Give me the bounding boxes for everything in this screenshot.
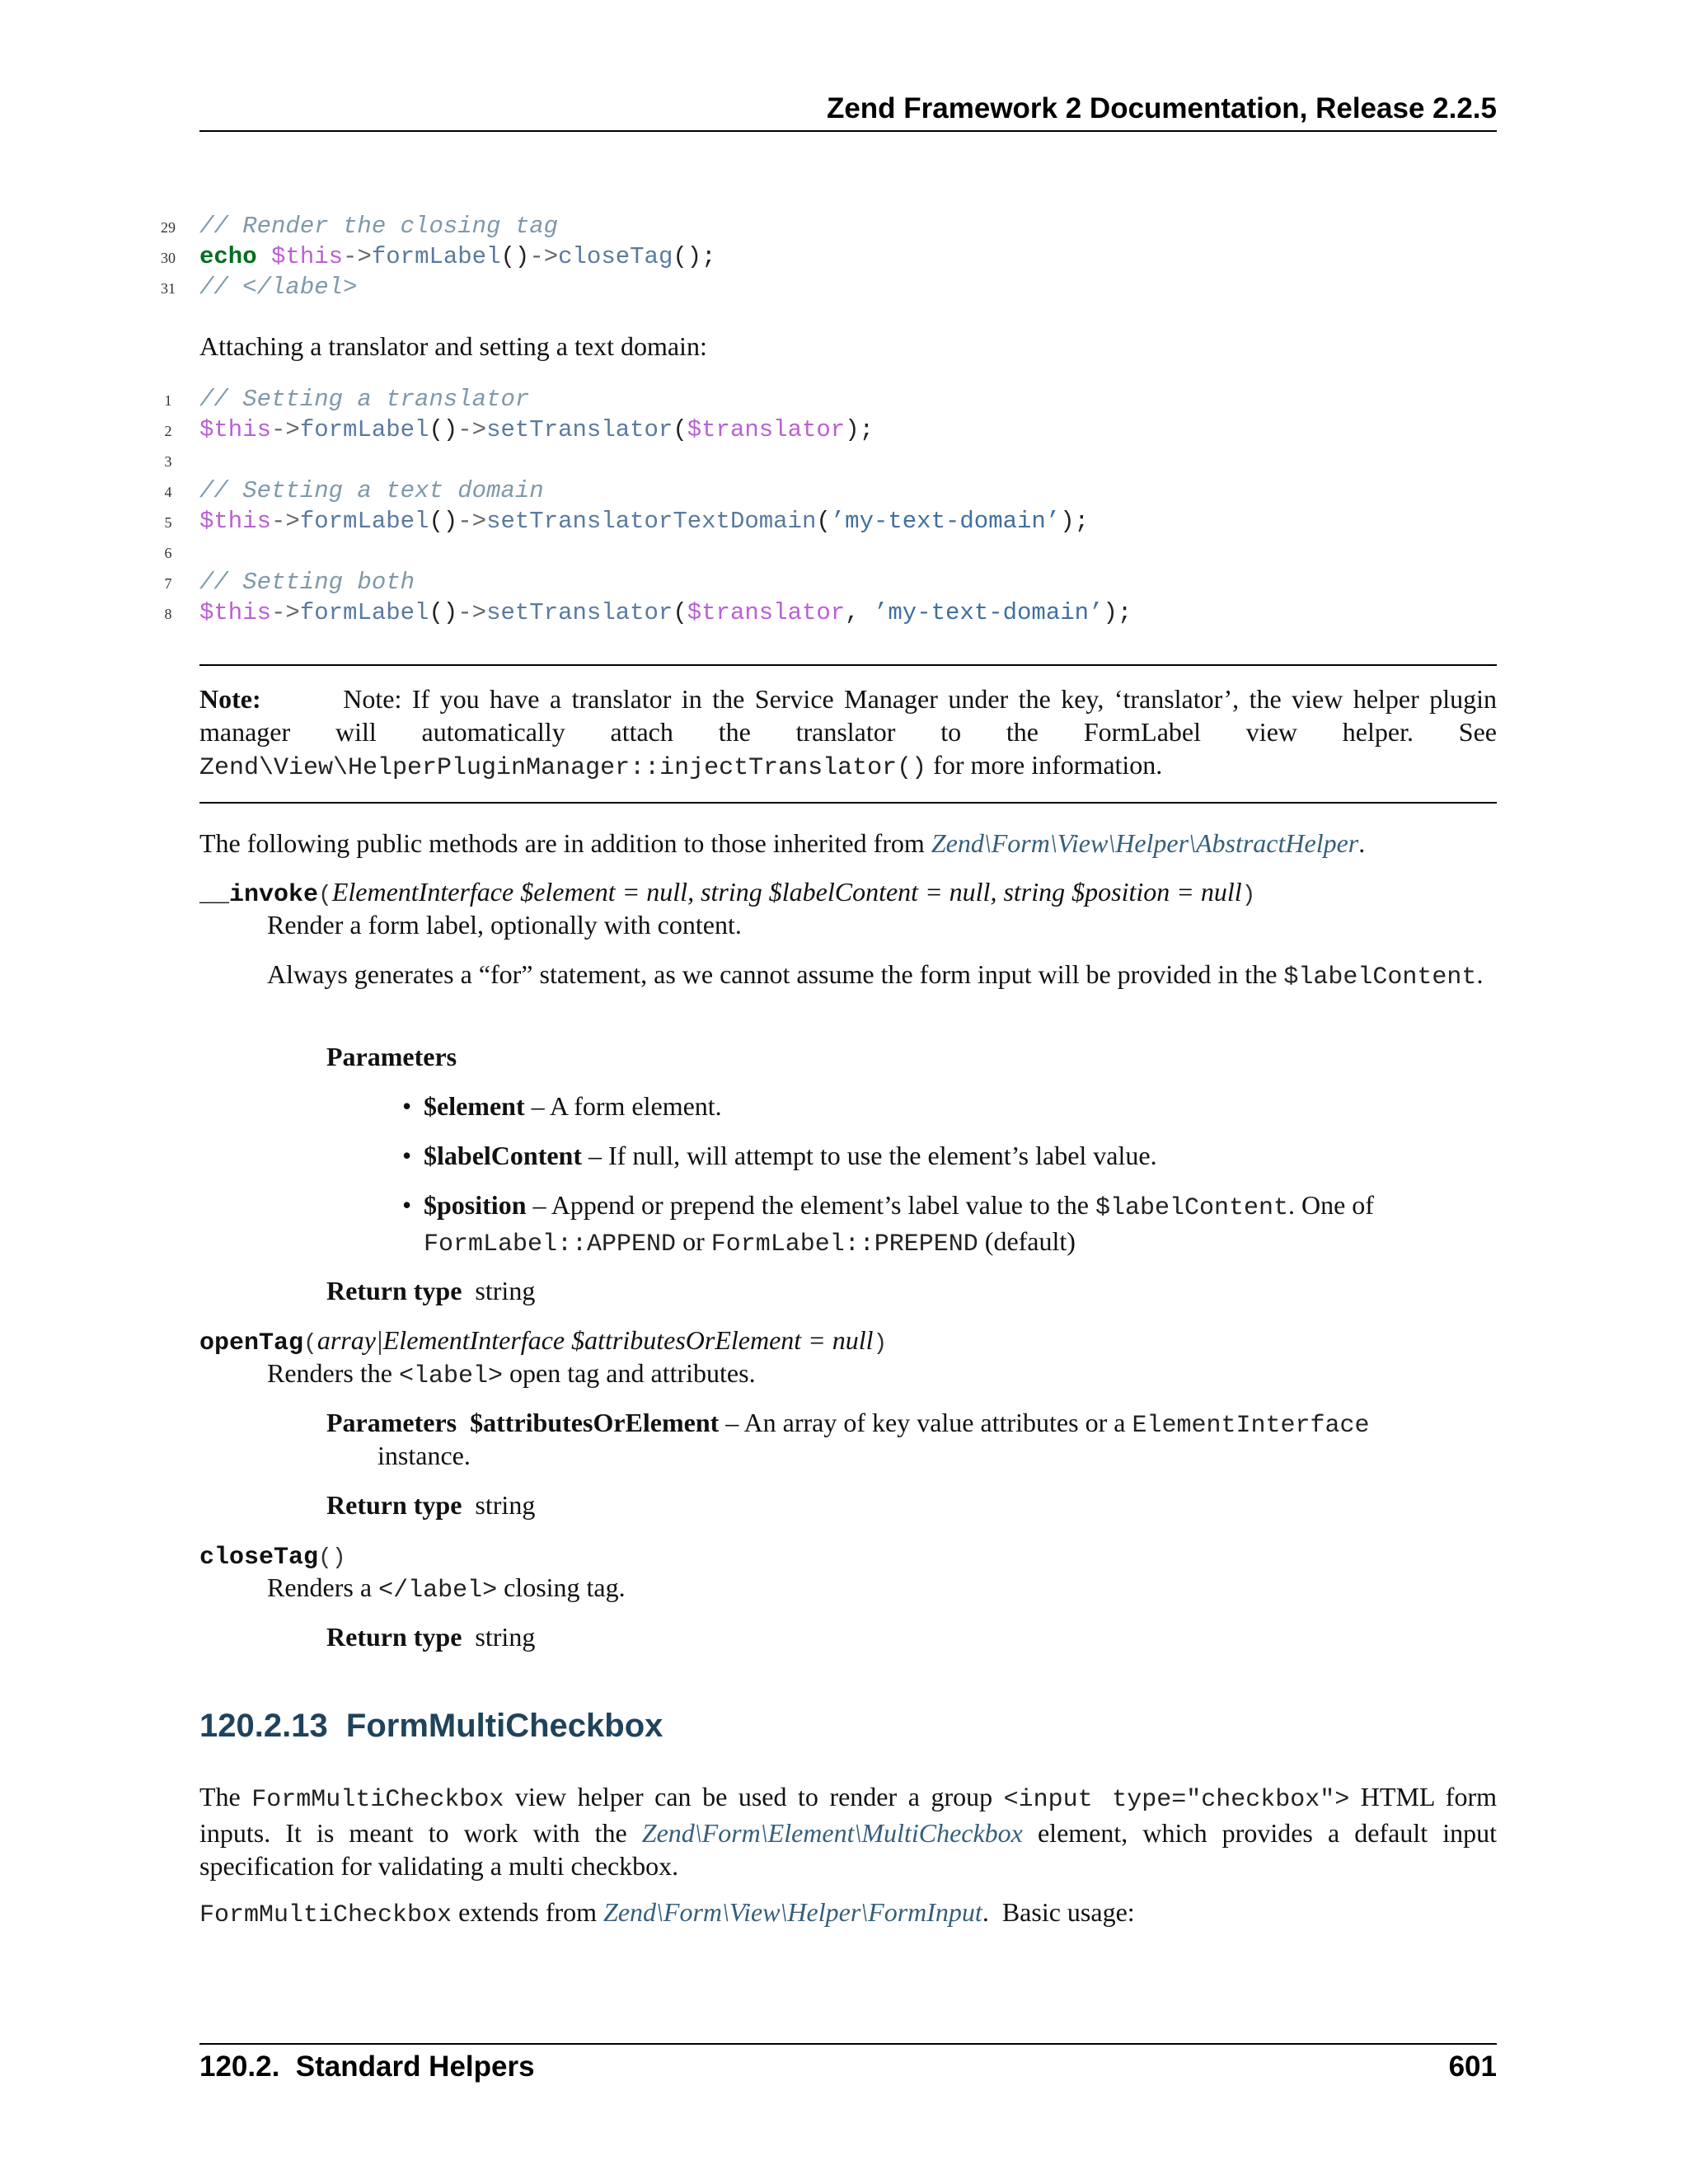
- code-method: setTranslatorTextDomain: [486, 508, 817, 535]
- opentag-params: array|ElementInterface $attributesOrElement = null: [316, 1325, 874, 1355]
- code-line: [199, 384, 529, 415]
- return-type-value: string: [475, 1490, 536, 1520]
- footer-rule: [199, 2043, 1497, 2045]
- inherited-methods-text: [199, 827, 1497, 860]
- code-punctuation: (: [673, 599, 687, 626]
- code-comment: // Setting both: [199, 569, 415, 596]
- code-line: [199, 567, 415, 598]
- inherited-text: The following public methods are in addition to those inherited from: [199, 828, 925, 858]
- line-number: 6: [164, 545, 172, 561]
- code-operator: ->: [457, 508, 487, 535]
- paren-open: (: [303, 1331, 317, 1357]
- code-punctuation: (: [673, 416, 687, 443]
- text: view helper can be used to render a group: [504, 1782, 1004, 1811]
- text: element, which provides a default input specification for validating a multi checkbox.: [199, 1818, 1497, 1881]
- line-number: 8: [164, 606, 172, 622]
- code-string: ’my-text-domain’: [874, 599, 1104, 626]
- code-line: [199, 476, 544, 506]
- note-top-rule: [199, 664, 1497, 666]
- text: The: [199, 1782, 252, 1811]
- code-punctuation: );: [1060, 508, 1090, 535]
- period: .: [1476, 959, 1484, 989]
- line-number: 29: [161, 219, 176, 236]
- code-line: [199, 241, 716, 272]
- multicheckbox-description: [199, 1780, 1497, 1882]
- code-comment: // Render the closing tag: [199, 213, 559, 240]
- code-operator: ->: [343, 243, 372, 270]
- method-name-invoke: __invoke: [199, 881, 319, 909]
- period: .: [1358, 828, 1366, 858]
- running-header: Zend Framework 2 Documentation, Release 2.2.5: [826, 92, 1497, 124]
- text: . Basic usage:: [982, 1897, 1135, 1927]
- return-type-label: Return type: [326, 1490, 462, 1520]
- parameters-label: Parameters: [326, 1408, 457, 1437]
- param-element: [424, 1090, 722, 1122]
- section-heading: 120.2.13 FormMultiCheckbox: [199, 1708, 663, 1744]
- code-punctuation: (): [429, 416, 458, 443]
- code-variable: $this: [199, 508, 272, 535]
- desc-code: <label>: [398, 1362, 503, 1390]
- code-variable: $translator: [687, 599, 846, 626]
- code-operator: ->: [529, 243, 559, 270]
- inline-code: FormMultiCheckbox: [199, 1901, 452, 1929]
- param-name: $position: [424, 1190, 527, 1220]
- code-method: formLabel: [299, 416, 429, 443]
- param-desc: – An array of key value attributes or a: [719, 1408, 1126, 1437]
- paren-close: ): [1241, 883, 1256, 908]
- document-page: [161, 0, 1498, 2184]
- code-comment: // Setting a text domain: [199, 477, 544, 504]
- closetag-return-type: [326, 1620, 535, 1653]
- param-code: $labelContent: [1095, 1194, 1288, 1222]
- desc-code: </label>: [378, 1577, 498, 1605]
- code-keyword: echo: [199, 243, 257, 270]
- param-code: FormLabel::APPEND: [424, 1230, 677, 1258]
- code-variable: $this: [271, 243, 344, 270]
- invoke-params: ElementInterface $element = null, string $labelContent = null, string $position = null: [331, 877, 1242, 907]
- invoke-description: Render a form label, optionally with content.: [267, 910, 742, 940]
- translator-intro: Attaching a translator and setting a text domain:: [199, 331, 707, 361]
- code-method: formLabel: [371, 243, 501, 270]
- code-punctuation: (: [816, 508, 831, 535]
- parameters-label: Parameters: [326, 1042, 457, 1071]
- paren-close: ): [873, 1331, 888, 1357]
- param-position: [424, 1188, 1497, 1261]
- code-variable: $this: [199, 416, 272, 443]
- invoke-desc2-code: $labelContent: [1283, 963, 1477, 991]
- text: HTML form inputs. It is meant to work with the: [199, 1782, 1497, 1848]
- code-comment: // Setting a translator: [199, 386, 530, 413]
- note-text: Note: If you have a translator in the Service Manager under the key, ‘translator’, the view helper plugin manager will automatically attach the translator to the FormLabel view helper. See: [199, 684, 1498, 747]
- code-operator: ->: [457, 599, 487, 626]
- footer-section: 120.2. Standard Helpers: [199, 2050, 535, 2083]
- code-punctuation: ,: [845, 599, 874, 626]
- invoke-desc2-text: Always generates a “for” statement, as we cannot assume the form input will be provided in the: [267, 959, 1278, 989]
- return-type-label: Return type: [326, 1622, 462, 1652]
- param-desc: – Append or prepend the element’s label value to the: [526, 1190, 1089, 1220]
- opentag-signature: [199, 1324, 887, 1361]
- invoke-return-type: [326, 1274, 535, 1307]
- note-code: Zend\View\HelperPluginManager::injectTranslator(): [199, 754, 927, 782]
- multicheckbox-element-link[interactable]: Zend\Form\Element\MultiCheckbox: [641, 1818, 1023, 1848]
- paren-open: (: [318, 883, 332, 908]
- note-label: Note:: [199, 684, 261, 714]
- code-line: [199, 211, 558, 241]
- opentag-description: [267, 1357, 756, 1393]
- inline-code: FormMultiCheckbox: [251, 1786, 504, 1814]
- code-operator: ->: [271, 599, 300, 626]
- param-name: $attributesOrElement: [470, 1408, 720, 1437]
- note-text-end: for more information.: [933, 750, 1163, 780]
- param-code: ElementInterface: [1132, 1412, 1370, 1440]
- param-default: (default): [978, 1226, 1076, 1256]
- code-operator: ->: [457, 416, 487, 443]
- code-punctuation: ();: [673, 243, 716, 270]
- code-punctuation: (): [500, 243, 530, 270]
- param-name: $element: [424, 1091, 525, 1121]
- code-punctuation: );: [845, 416, 874, 443]
- code-method: formLabel: [299, 508, 429, 535]
- param-name: $labelContent: [424, 1141, 582, 1170]
- opentag-return-type: [326, 1488, 535, 1521]
- desc-text: Renders a: [267, 1572, 379, 1602]
- code-line: [199, 272, 357, 302]
- inline-code: <input type="checkbox">: [1003, 1786, 1350, 1814]
- code-punctuation: (): [429, 508, 458, 535]
- desc-text: closing tag.: [497, 1572, 626, 1602]
- param-desc-b: . One of: [1287, 1190, 1374, 1220]
- closetag-signature: [199, 1538, 346, 1575]
- opentag-param-continuation: instance.: [377, 1441, 471, 1470]
- code-string: ’my-text-domain’: [830, 508, 1061, 535]
- line-number: 2: [164, 423, 172, 439]
- code-operator: ->: [271, 416, 300, 443]
- code-punctuation: );: [1103, 599, 1132, 626]
- code-line: [199, 415, 874, 445]
- form-input-link[interactable]: Zend\Form\View\Helper\FormInput: [603, 1897, 982, 1927]
- text: extends from: [452, 1897, 604, 1927]
- parens: (): [318, 1545, 346, 1571]
- note-bottom-rule: [199, 802, 1497, 804]
- line-number: 7: [164, 575, 172, 592]
- code-variable: $this: [199, 599, 272, 626]
- code-operator: ->: [271, 508, 300, 535]
- return-type-label: Return type: [326, 1276, 462, 1305]
- line-number: 31: [161, 280, 176, 297]
- line-number: 4: [164, 484, 172, 500]
- param-or: or: [676, 1226, 711, 1256]
- line-number: 30: [161, 250, 176, 266]
- abstract-helper-link[interactable]: Zend\Form\View\Helper\AbstractHelper: [931, 828, 1359, 858]
- return-type-value: string: [475, 1276, 536, 1305]
- code-line: [199, 506, 1089, 537]
- desc-text: Renders the: [267, 1358, 399, 1388]
- note-box: [199, 682, 1497, 785]
- line-number: 5: [164, 514, 172, 531]
- page-number: 601: [1448, 2050, 1497, 2083]
- param-desc: – A form element.: [524, 1091, 722, 1121]
- line-number: 1: [164, 392, 172, 409]
- code-comment: // </label>: [199, 274, 358, 301]
- header-rule: [199, 130, 1497, 132]
- code-method: formLabel: [299, 599, 429, 626]
- code-variable: $translator: [687, 416, 846, 443]
- code-line: [199, 598, 1132, 628]
- param-code: FormLabel::PREPEND: [710, 1230, 978, 1258]
- method-name-closetag: closeTag: [199, 1544, 319, 1572]
- code-punctuation: (): [429, 599, 458, 626]
- code-method: setTranslator: [486, 416, 673, 443]
- multicheckbox-extends: [199, 1896, 1497, 1932]
- desc-text: open tag and attributes.: [502, 1358, 756, 1388]
- method-name-opentag: openTag: [199, 1329, 304, 1357]
- opentag-parameters: [326, 1406, 1497, 1442]
- line-number: 3: [164, 453, 172, 470]
- code-method: setTranslator: [486, 599, 673, 626]
- param-desc: – If null, will attempt to use the element’s label value.: [582, 1141, 1157, 1170]
- code-method: closeTag: [558, 243, 673, 270]
- return-type-value: string: [475, 1622, 536, 1652]
- invoke-signature: [199, 875, 1255, 912]
- invoke-description-2: [267, 958, 1497, 994]
- param-label-content: [424, 1139, 1157, 1172]
- closetag-description: [267, 1571, 626, 1607]
